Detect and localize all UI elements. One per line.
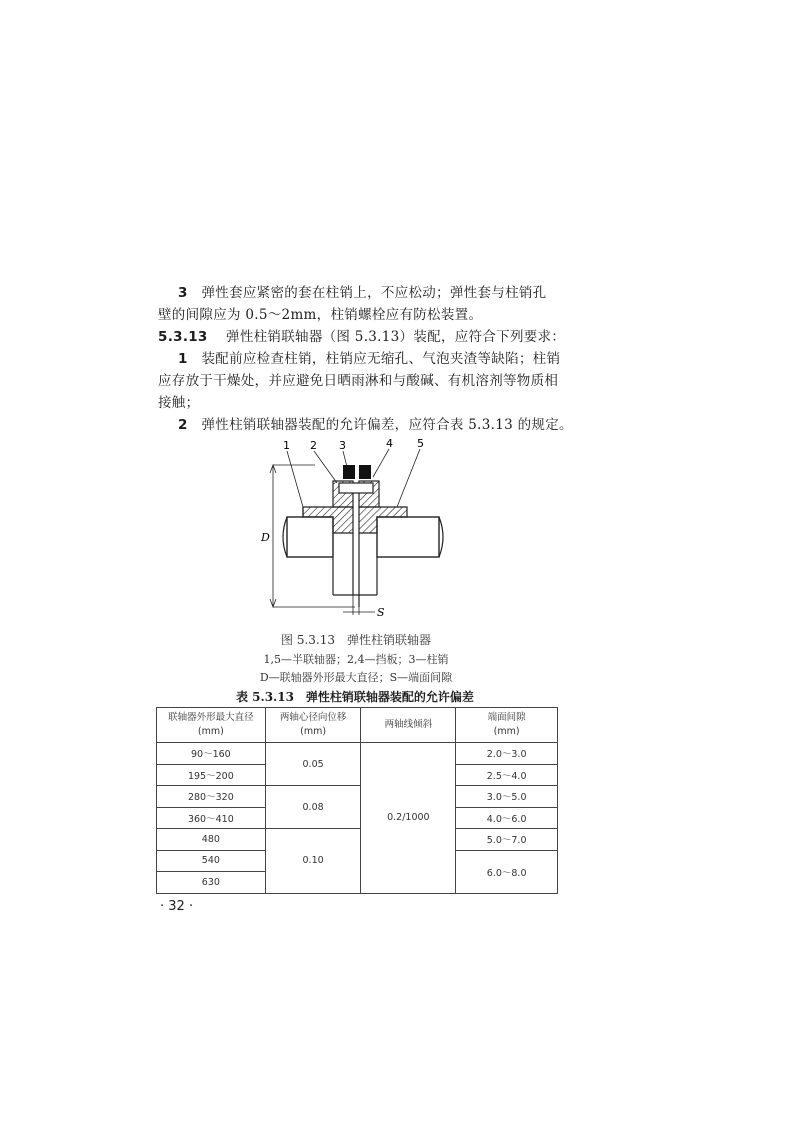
header-diameter-line-2: (mm) [197,726,224,737]
diameter-cell: 195～200 [157,764,266,786]
header-radial-line-1: 两轴心径向位移 [279,712,347,723]
header-diameter-line-1: 联轴器外形最大直径 [168,712,254,723]
diameter-cell: 480 [157,829,266,851]
pin [339,483,373,493]
header-gap [456,708,558,743]
header-diameter [157,708,266,743]
gap-cell: 3.0～5.0 [456,786,558,808]
item-2-text: 弹性柱销联轴器装配的允许偏差，应符合表 5.3.13 的规定。 [201,417,573,433]
baffle-right [359,465,371,479]
diameter-cell: 90～160 [157,743,266,765]
figure-legend-2: D—联轴器外形最大直径；S—端面间隙 [259,671,453,684]
radial-cell: 0.05 [265,743,361,786]
left-shaft [287,517,333,557]
item-3-number: 3 [178,285,188,301]
item-1-number: 1 [178,351,188,367]
header-radial [265,708,361,743]
coupling-diagram [255,435,460,625]
item-1-line-3: 接触； [158,395,200,411]
right-shaft [377,517,439,557]
table-title: 表 5.3.13 弹性柱销联轴器装配的允许偏差 [236,690,474,704]
gap-cell: 4.0～6.0 [456,807,558,829]
radial-cell: 0.10 [265,829,361,894]
header-gap-line-2: (mm) [493,726,520,737]
gap-cell: 6.0～8.0 [456,850,558,893]
diameter-cell: 630 [157,872,266,894]
section-text: 弹性柱销联轴器（图 5.3.13）装配，应符合下列要求： [226,329,566,345]
item-3-line-1 [178,282,546,304]
dimension-d-label: D [261,531,270,544]
part-label-4: 4 [386,437,393,450]
page-number: · 32 · [160,899,194,914]
item-1-line-2: 应存放于干燥处，并应避免日晒雨淋和与酸碱、有机溶剂等物质相 [158,373,559,389]
section-number: 5.3.13 [158,329,208,345]
gap-cell: 5.0～7.0 [456,829,558,851]
baffle-left [343,465,355,479]
table-header-row [157,708,558,743]
table-row [157,786,558,808]
dimension-s-label: S [377,606,385,619]
table-row [157,743,558,765]
item-2-line-1 [178,414,573,436]
header-radial-line-2: (mm) [300,726,327,737]
part-label-2: 2 [310,439,317,452]
part-label-5: 5 [417,437,424,450]
header-tilt: 两轴线倾斜 [361,708,456,743]
tolerance-table [156,707,558,894]
figure-caption: 图 5.3.13 弹性柱销联轴器 [281,633,431,647]
item-1-text: 装配前应检查柱销，柱销应无缩孔、气泡夹渣等缺陷；柱销 [201,351,561,367]
diameter-cell: 540 [157,850,266,872]
item-2-number: 2 [178,417,188,433]
part-label-1: 1 [283,439,290,452]
item-3-text: 弹性套应紧密的套在柱销上，不应松动；弹性套与柱销孔 [201,285,547,301]
item-3-line-2: 壁的间隙应为 0.5～2mm，柱销螺栓应有防松装置。 [158,307,483,323]
section-5-3-13-heading [158,326,565,348]
diameter-cell: 280～320 [157,786,266,808]
tilt-cell: 0.2/1000 [361,743,456,894]
item-1-line-1 [178,348,560,370]
gap-cell: 2.0～3.0 [456,743,558,765]
part-label-3: 3 [339,439,346,452]
header-gap-line-1: 端面间隙 [487,712,526,723]
table-row [157,829,558,851]
radial-cell: 0.08 [265,786,361,829]
gap-cell: 2.5～4.0 [456,764,558,786]
figure-legend-1: 1,5—半联轴器；2,4—挡板；3—柱销 [263,653,449,666]
diameter-cell: 360～410 [157,807,266,829]
